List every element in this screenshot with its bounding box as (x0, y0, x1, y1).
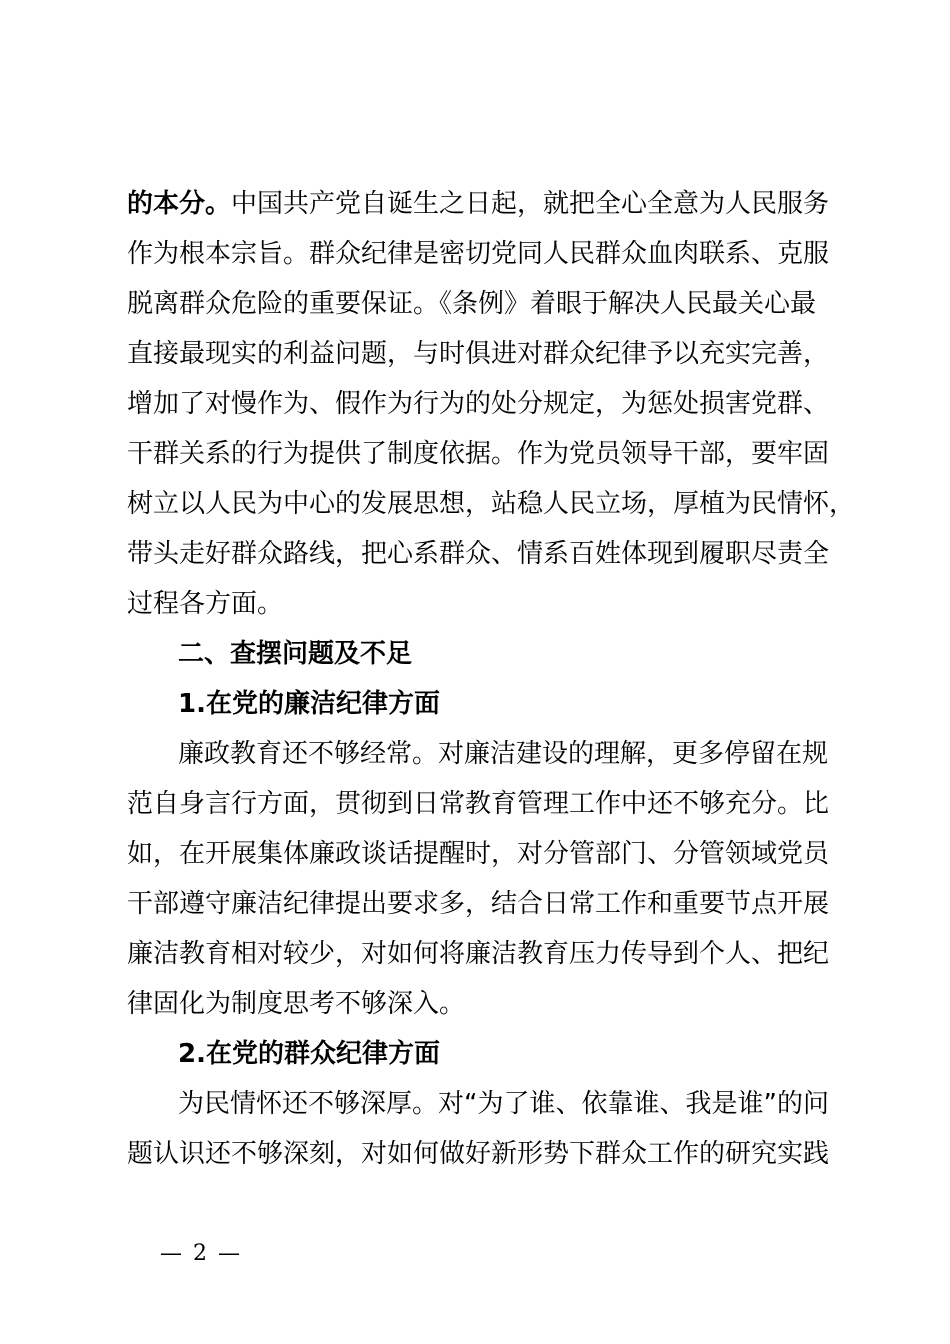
paragraph-line: 直接最现实的利益问题，与时俱进对群众纪律予以充实完善， (127, 339, 830, 369)
paragraph-line: 题认识还不够深刻，对如何做好新形势下群众工作的研究实践 (127, 1139, 830, 1169)
paragraph-line: 干部遵守廉洁纪律提出要求多，结合日常工作和重要节点开展 (127, 889, 830, 919)
subsection-heading: 1.在党的廉洁纪律方面 (178, 689, 440, 719)
paragraph-line: 树立以人民为中心的发展思想，站稳人民立场，厚植为民情怀， (127, 489, 856, 519)
paragraph-line (127, 188, 829, 220)
page-number: — 2 — (160, 1241, 242, 1266)
paragraph-line: 带头走好群众路线，把心系群众、情系百姓体现到履职尽责全 (127, 539, 830, 569)
paragraph-line: 律固化为制度思考不够深入。 (127, 989, 466, 1019)
paragraph-line: 作为根本宗旨。群众纪律是密切党同人民群众血肉联系、克服 (127, 239, 830, 269)
subsection-heading: 2.在党的群众纪律方面 (178, 1039, 440, 1069)
paragraph-line: 干群关系的行为提供了制度依据。作为党员领导干部，要牢固 (127, 439, 830, 469)
bold-lead-text: 的本分。 (127, 189, 232, 219)
section-heading: 二、查摆问题及不足 (178, 639, 413, 669)
paragraph-line: 过程各方面。 (127, 589, 284, 619)
paragraph-line: 廉政教育还不够经常。对廉洁建设的理解，更多停留在规 (178, 739, 829, 769)
paragraph-line: 脱离群众危险的重要保证。《条例》着眼于解决人民最关心最 (127, 289, 817, 319)
paragraph-line: 范自身言行方面，贯彻到日常教育管理工作中还不够充分。比 (127, 789, 830, 819)
paragraph-line: 廉洁教育相对较少，对如何将廉洁教育压力传导到个人、把纪 (127, 939, 830, 969)
paragraph-line: 为民情怀还不够深厚。对“为了谁、依靠谁、我是谁”的问 (178, 1089, 829, 1119)
paragraph-text: 中国共产党自诞生之日起，就把全心全意为人民服务 (231, 189, 830, 219)
paragraph-line: 增加了对慢作为、假作为行为的处分规定，为惩处损害党群、 (127, 389, 830, 419)
paragraph-line: 如，在开展集体廉政谈话提醒时，对分管部门、分管领域党员 (127, 839, 830, 869)
